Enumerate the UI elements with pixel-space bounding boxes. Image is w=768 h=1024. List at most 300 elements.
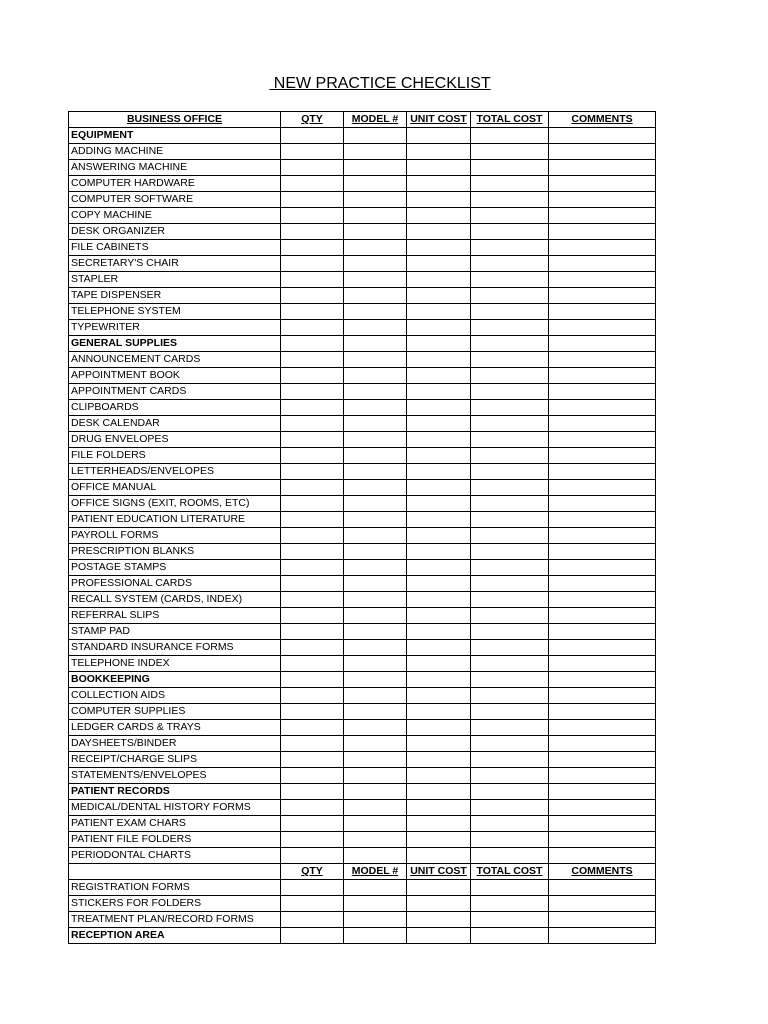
cell-total-cost[interactable]	[471, 848, 549, 864]
cell-unit-cost[interactable]	[407, 496, 471, 512]
cell-unit-cost[interactable]	[407, 768, 471, 784]
cell-total-cost[interactable]	[471, 464, 549, 480]
cell-model[interactable]	[344, 208, 407, 224]
cell-model[interactable]	[344, 896, 407, 912]
cell-comments[interactable]	[549, 736, 656, 752]
cell-comments[interactable]	[549, 400, 656, 416]
cell-model[interactable]	[344, 272, 407, 288]
table-row	[69, 384, 656, 400]
cell-total-cost[interactable]	[471, 640, 549, 656]
item-label: COLLECTION AIDS	[69, 688, 281, 704]
cell-model[interactable]	[344, 832, 407, 848]
cell-unit-cost[interactable]	[407, 144, 471, 160]
checklist-table	[68, 111, 656, 944]
cell-model[interactable]	[344, 736, 407, 752]
cell-model[interactable]	[344, 416, 407, 432]
cell-total-cost[interactable]	[471, 128, 549, 144]
cell-total-cost[interactable]	[471, 624, 549, 640]
cell-qty[interactable]	[281, 768, 344, 784]
cell-unit-cost[interactable]	[407, 576, 471, 592]
cell-model[interactable]	[344, 256, 407, 272]
cell-total-cost[interactable]	[471, 288, 549, 304]
item-label: REGISTRATION FORMS	[69, 880, 281, 896]
cell-qty[interactable]	[281, 304, 344, 320]
cell-unit-cost[interactable]	[407, 592, 471, 608]
table-row	[69, 272, 656, 288]
cell-model[interactable]	[344, 224, 407, 240]
cell-model[interactable]	[344, 384, 407, 400]
cell-model[interactable]	[344, 800, 407, 816]
cell-unit-cost[interactable]	[407, 720, 471, 736]
cell-total-cost[interactable]	[471, 400, 549, 416]
cell-unit-cost[interactable]	[407, 656, 471, 672]
cell-qty[interactable]	[281, 640, 344, 656]
cell-comments[interactable]	[549, 208, 656, 224]
cell-model[interactable]	[344, 768, 407, 784]
table-row	[69, 736, 656, 752]
item-label: OFFICE MANUAL	[69, 480, 281, 496]
cell-qty[interactable]	[281, 512, 344, 528]
item-label: COPY MACHINE	[69, 208, 281, 224]
cell-model[interactable]	[344, 784, 407, 800]
cell-qty[interactable]	[281, 288, 344, 304]
cell-comments[interactable]	[549, 176, 656, 192]
item-label: STAMP PAD	[69, 624, 281, 640]
cell-qty[interactable]	[281, 448, 344, 464]
cell-total-cost[interactable]	[471, 176, 549, 192]
cell-model[interactable]	[344, 720, 407, 736]
cell-total-cost[interactable]	[471, 224, 549, 240]
cell-total-cost[interactable]	[471, 560, 549, 576]
table-row	[69, 176, 656, 192]
cell-total-cost[interactable]	[471, 304, 549, 320]
cell-model[interactable]	[344, 560, 407, 576]
cell-comments[interactable]	[549, 640, 656, 656]
cell-comments[interactable]	[549, 464, 656, 480]
cell-qty[interactable]	[281, 816, 344, 832]
cell-model[interactable]	[344, 240, 407, 256]
cell-comments[interactable]	[549, 832, 656, 848]
cell-comments[interactable]	[549, 448, 656, 464]
cell-total-cost[interactable]	[471, 208, 549, 224]
cell-total-cost[interactable]	[471, 656, 549, 672]
cell-comments[interactable]	[549, 816, 656, 832]
cell-qty[interactable]	[281, 400, 344, 416]
cell-qty[interactable]	[281, 272, 344, 288]
cell-unit-cost[interactable]	[407, 880, 471, 896]
table-row	[69, 640, 656, 656]
cell-comments[interactable]	[549, 720, 656, 736]
cell-total-cost[interactable]	[471, 912, 549, 928]
cell-unit-cost[interactable]	[407, 336, 471, 352]
cell-model[interactable]	[344, 656, 407, 672]
cell-qty[interactable]	[281, 752, 344, 768]
cell-qty[interactable]	[281, 592, 344, 608]
cell-unit-cost[interactable]	[407, 688, 471, 704]
cell-comments[interactable]	[549, 272, 656, 288]
cell-unit-cost[interactable]	[407, 512, 471, 528]
item-label: PAYROLL FORMS	[69, 528, 281, 544]
cell-unit-cost[interactable]	[407, 416, 471, 432]
cell-qty[interactable]	[281, 464, 344, 480]
cell-unit-cost[interactable]	[407, 848, 471, 864]
cell-total-cost[interactable]	[471, 608, 549, 624]
cell-comments[interactable]	[549, 912, 656, 928]
cell-unit-cost[interactable]	[407, 608, 471, 624]
cell-unit-cost[interactable]	[407, 192, 471, 208]
cell-comments[interactable]	[549, 624, 656, 640]
cell-qty[interactable]	[281, 256, 344, 272]
cell-total-cost[interactable]	[471, 784, 549, 800]
cell-total-cost[interactable]	[471, 592, 549, 608]
table-row	[69, 576, 656, 592]
cell-qty[interactable]	[281, 928, 344, 944]
cell-qty[interactable]	[281, 128, 344, 144]
cell-model[interactable]	[344, 496, 407, 512]
table-row	[69, 448, 656, 464]
cell-qty[interactable]	[281, 176, 344, 192]
cell-comments[interactable]	[549, 160, 656, 176]
cell-comments[interactable]	[549, 432, 656, 448]
cell-qty[interactable]	[281, 560, 344, 576]
cell-qty[interactable]	[281, 608, 344, 624]
cell-model[interactable]	[344, 160, 407, 176]
cell-qty[interactable]	[281, 224, 344, 240]
cell-unit-cost[interactable]	[407, 672, 471, 688]
cell-qty[interactable]	[281, 384, 344, 400]
cell-model[interactable]	[344, 848, 407, 864]
cell-comments[interactable]	[549, 288, 656, 304]
cell-qty[interactable]	[281, 656, 344, 672]
table-row	[69, 256, 656, 272]
cell-comments[interactable]	[549, 704, 656, 720]
item-label: COMPUTER SOFTWARE	[69, 192, 281, 208]
cell-comments[interactable]	[549, 688, 656, 704]
cell-model[interactable]	[344, 752, 407, 768]
cell-unit-cost[interactable]	[407, 624, 471, 640]
cell-qty[interactable]	[281, 144, 344, 160]
cell-comments[interactable]	[549, 784, 656, 800]
cell-comments[interactable]	[549, 336, 656, 352]
cell-total-cost[interactable]	[471, 144, 549, 160]
cell-qty[interactable]	[281, 336, 344, 352]
cell-unit-cost[interactable]	[407, 368, 471, 384]
item-label: APPOINTMENT CARDS	[69, 384, 281, 400]
cell-model[interactable]	[344, 336, 407, 352]
item-label: OFFICE SIGNS (EXIT, ROOMS, ETC)	[69, 496, 281, 512]
table-row	[69, 544, 656, 560]
table-row	[69, 560, 656, 576]
cell-unit-cost[interactable]	[407, 752, 471, 768]
cell-total-cost[interactable]	[471, 544, 549, 560]
cell-unit-cost[interactable]	[407, 640, 471, 656]
cell-unit-cost[interactable]	[407, 528, 471, 544]
section-row	[69, 784, 656, 800]
cell-comments[interactable]	[549, 672, 656, 688]
cell-unit-cost[interactable]	[407, 256, 471, 272]
cell-unit-cost[interactable]	[407, 128, 471, 144]
cell-qty[interactable]	[281, 848, 344, 864]
cell-unit-cost[interactable]	[407, 176, 471, 192]
cell-total-cost[interactable]	[471, 720, 549, 736]
cell-unit-cost[interactable]	[407, 208, 471, 224]
cell-unit-cost[interactable]	[407, 448, 471, 464]
cell-total-cost[interactable]	[471, 336, 549, 352]
cell-total-cost[interactable]	[471, 448, 549, 464]
cell-unit-cost[interactable]	[407, 240, 471, 256]
cell-comments[interactable]	[549, 368, 656, 384]
column-header-qty: QTY	[281, 864, 344, 880]
cell-comments[interactable]	[549, 560, 656, 576]
item-label: PROFESSIONAL CARDS	[69, 576, 281, 592]
cell-comments[interactable]	[549, 496, 656, 512]
cell-total-cost[interactable]	[471, 736, 549, 752]
item-label: POSTAGE STAMPS	[69, 560, 281, 576]
cell-model[interactable]	[344, 592, 407, 608]
cell-model[interactable]	[344, 432, 407, 448]
cell-model[interactable]	[344, 640, 407, 656]
cell-total-cost[interactable]	[471, 704, 549, 720]
cell-qty[interactable]	[281, 720, 344, 736]
cell-unit-cost[interactable]	[407, 288, 471, 304]
cell-comments[interactable]	[549, 576, 656, 592]
cell-comments[interactable]	[549, 480, 656, 496]
cell-model[interactable]	[344, 128, 407, 144]
cell-comments[interactable]	[549, 528, 656, 544]
item-label: CLIPBOARDS	[69, 400, 281, 416]
cell-model[interactable]	[344, 400, 407, 416]
cell-unit-cost[interactable]	[407, 464, 471, 480]
cell-total-cost[interactable]	[471, 496, 549, 512]
checklist-body	[69, 112, 656, 944]
cell-unit-cost[interactable]	[407, 304, 471, 320]
cell-qty[interactable]	[281, 896, 344, 912]
cell-model[interactable]	[344, 320, 407, 336]
table-row	[69, 464, 656, 480]
cell-model[interactable]	[344, 880, 407, 896]
cell-total-cost[interactable]	[471, 928, 549, 944]
cell-model[interactable]	[344, 304, 407, 320]
table-row	[69, 288, 656, 304]
cell-total-cost[interactable]	[471, 352, 549, 368]
cell-unit-cost[interactable]	[407, 928, 471, 944]
cell-unit-cost[interactable]	[407, 400, 471, 416]
column-header-qty: QTY	[281, 112, 344, 128]
cell-model[interactable]	[344, 688, 407, 704]
cell-total-cost[interactable]	[471, 160, 549, 176]
cell-qty[interactable]	[281, 704, 344, 720]
cell-total-cost[interactable]	[471, 192, 549, 208]
cell-model[interactable]	[344, 624, 407, 640]
cell-unit-cost[interactable]	[407, 480, 471, 496]
cell-unit-cost[interactable]	[407, 320, 471, 336]
cell-model[interactable]	[344, 576, 407, 592]
cell-total-cost[interactable]	[471, 896, 549, 912]
cell-comments[interactable]	[549, 384, 656, 400]
cell-qty[interactable]	[281, 480, 344, 496]
item-label: PATIENT EDUCATION LITERATURE	[69, 512, 281, 528]
cell-unit-cost[interactable]	[407, 224, 471, 240]
cell-total-cost[interactable]	[471, 672, 549, 688]
cell-total-cost[interactable]	[471, 480, 549, 496]
cell-unit-cost[interactable]	[407, 736, 471, 752]
cell-unit-cost[interactable]	[407, 544, 471, 560]
cell-model[interactable]	[344, 608, 407, 624]
item-label: DAYSHEETS/BINDER	[69, 736, 281, 752]
item-label: DESK ORGANIZER	[69, 224, 281, 240]
cell-comments[interactable]	[549, 608, 656, 624]
cell-qty[interactable]	[281, 432, 344, 448]
cell-total-cost[interactable]	[471, 432, 549, 448]
cell-comments[interactable]	[549, 752, 656, 768]
section-row	[69, 336, 656, 352]
column-header-unit-cost: UNIT COST	[407, 864, 471, 880]
column-header-total-cost: TOTAL COST	[471, 112, 549, 128]
cell-unit-cost[interactable]	[407, 160, 471, 176]
cell-comments[interactable]	[549, 768, 656, 784]
cell-comments[interactable]	[549, 512, 656, 528]
cell-unit-cost[interactable]	[407, 784, 471, 800]
cell-model[interactable]	[344, 144, 407, 160]
cell-qty[interactable]	[281, 736, 344, 752]
table-row	[69, 144, 656, 160]
cell-comments[interactable]	[549, 128, 656, 144]
item-label: TREATMENT PLAN/RECORD FORMS	[69, 912, 281, 928]
cell-qty[interactable]	[281, 192, 344, 208]
cell-comments[interactable]	[549, 192, 656, 208]
cell-qty[interactable]	[281, 240, 344, 256]
cell-unit-cost[interactable]	[407, 896, 471, 912]
cell-unit-cost[interactable]	[407, 816, 471, 832]
cell-model[interactable]	[344, 448, 407, 464]
cell-unit-cost[interactable]	[407, 912, 471, 928]
cell-qty[interactable]	[281, 672, 344, 688]
item-label: DRUG ENVELOPES	[69, 432, 281, 448]
column-header-row	[69, 112, 656, 128]
cell-comments[interactable]	[549, 352, 656, 368]
cell-comments[interactable]	[549, 416, 656, 432]
cell-model[interactable]	[344, 512, 407, 528]
cell-comments[interactable]	[549, 320, 656, 336]
cell-qty[interactable]	[281, 160, 344, 176]
cell-qty[interactable]	[281, 368, 344, 384]
cell-total-cost[interactable]	[471, 320, 549, 336]
cell-comments[interactable]	[549, 800, 656, 816]
cell-qty[interactable]	[281, 496, 344, 512]
cell-unit-cost[interactable]	[407, 384, 471, 400]
cell-qty[interactable]	[281, 832, 344, 848]
cell-model[interactable]	[344, 352, 407, 368]
cell-model[interactable]	[344, 912, 407, 928]
cell-model[interactable]	[344, 288, 407, 304]
table-row	[69, 832, 656, 848]
cell-qty[interactable]	[281, 528, 344, 544]
cell-comments[interactable]	[549, 848, 656, 864]
cell-unit-cost[interactable]	[407, 704, 471, 720]
cell-comments[interactable]	[549, 656, 656, 672]
cell-comments[interactable]	[549, 896, 656, 912]
cell-qty[interactable]	[281, 912, 344, 928]
cell-total-cost[interactable]	[471, 528, 549, 544]
cell-comments[interactable]	[549, 144, 656, 160]
cell-qty[interactable]	[281, 576, 344, 592]
cell-comments[interactable]	[549, 304, 656, 320]
cell-model[interactable]	[344, 544, 407, 560]
cell-total-cost[interactable]	[471, 752, 549, 768]
section-row	[69, 672, 656, 688]
cell-model[interactable]	[344, 528, 407, 544]
cell-model[interactable]	[344, 480, 407, 496]
section-heading: RECEPTION AREA	[69, 928, 281, 944]
cell-qty[interactable]	[281, 352, 344, 368]
cell-total-cost[interactable]	[471, 576, 549, 592]
cell-comments[interactable]	[549, 240, 656, 256]
table-row	[69, 880, 656, 896]
cell-qty[interactable]	[281, 416, 344, 432]
cell-total-cost[interactable]	[471, 240, 549, 256]
cell-unit-cost[interactable]	[407, 352, 471, 368]
cell-model[interactable]	[344, 192, 407, 208]
cell-qty[interactable]	[281, 320, 344, 336]
cell-qty[interactable]	[281, 208, 344, 224]
cell-model[interactable]	[344, 928, 407, 944]
cell-qty[interactable]	[281, 800, 344, 816]
column-header-blank	[69, 864, 281, 880]
cell-model[interactable]	[344, 176, 407, 192]
cell-total-cost[interactable]	[471, 272, 549, 288]
cell-comments[interactable]	[549, 592, 656, 608]
item-label: TYPEWRITER	[69, 320, 281, 336]
cell-model[interactable]	[344, 672, 407, 688]
cell-comments[interactable]	[549, 880, 656, 896]
cell-model[interactable]	[344, 704, 407, 720]
cell-total-cost[interactable]	[471, 816, 549, 832]
cell-comments[interactable]	[549, 928, 656, 944]
table-row	[69, 752, 656, 768]
cell-total-cost[interactable]	[471, 512, 549, 528]
item-label: REFERRAL SLIPS	[69, 608, 281, 624]
item-label: LETTERHEADS/ENVELOPES	[69, 464, 281, 480]
cell-qty[interactable]	[281, 784, 344, 800]
cell-total-cost[interactable]	[471, 768, 549, 784]
cell-qty[interactable]	[281, 688, 344, 704]
cell-unit-cost[interactable]	[407, 432, 471, 448]
column-header-model: MODEL #	[344, 864, 407, 880]
cell-unit-cost[interactable]	[407, 832, 471, 848]
item-label: PRESCRIPTION BLANKS	[69, 544, 281, 560]
cell-total-cost[interactable]	[471, 416, 549, 432]
cell-qty[interactable]	[281, 544, 344, 560]
cell-total-cost[interactable]	[471, 688, 549, 704]
cell-unit-cost[interactable]	[407, 800, 471, 816]
cell-comments[interactable]	[549, 544, 656, 560]
cell-total-cost[interactable]	[471, 368, 549, 384]
cell-total-cost[interactable]	[471, 384, 549, 400]
cell-unit-cost[interactable]	[407, 272, 471, 288]
cell-model[interactable]	[344, 464, 407, 480]
cell-total-cost[interactable]	[471, 800, 549, 816]
cell-qty[interactable]	[281, 880, 344, 896]
cell-total-cost[interactable]	[471, 880, 549, 896]
cell-total-cost[interactable]	[471, 832, 549, 848]
cell-comments[interactable]	[549, 256, 656, 272]
cell-model[interactable]	[344, 368, 407, 384]
cell-model[interactable]	[344, 816, 407, 832]
cell-unit-cost[interactable]	[407, 560, 471, 576]
cell-total-cost[interactable]	[471, 256, 549, 272]
cell-comments[interactable]	[549, 224, 656, 240]
cell-qty[interactable]	[281, 624, 344, 640]
